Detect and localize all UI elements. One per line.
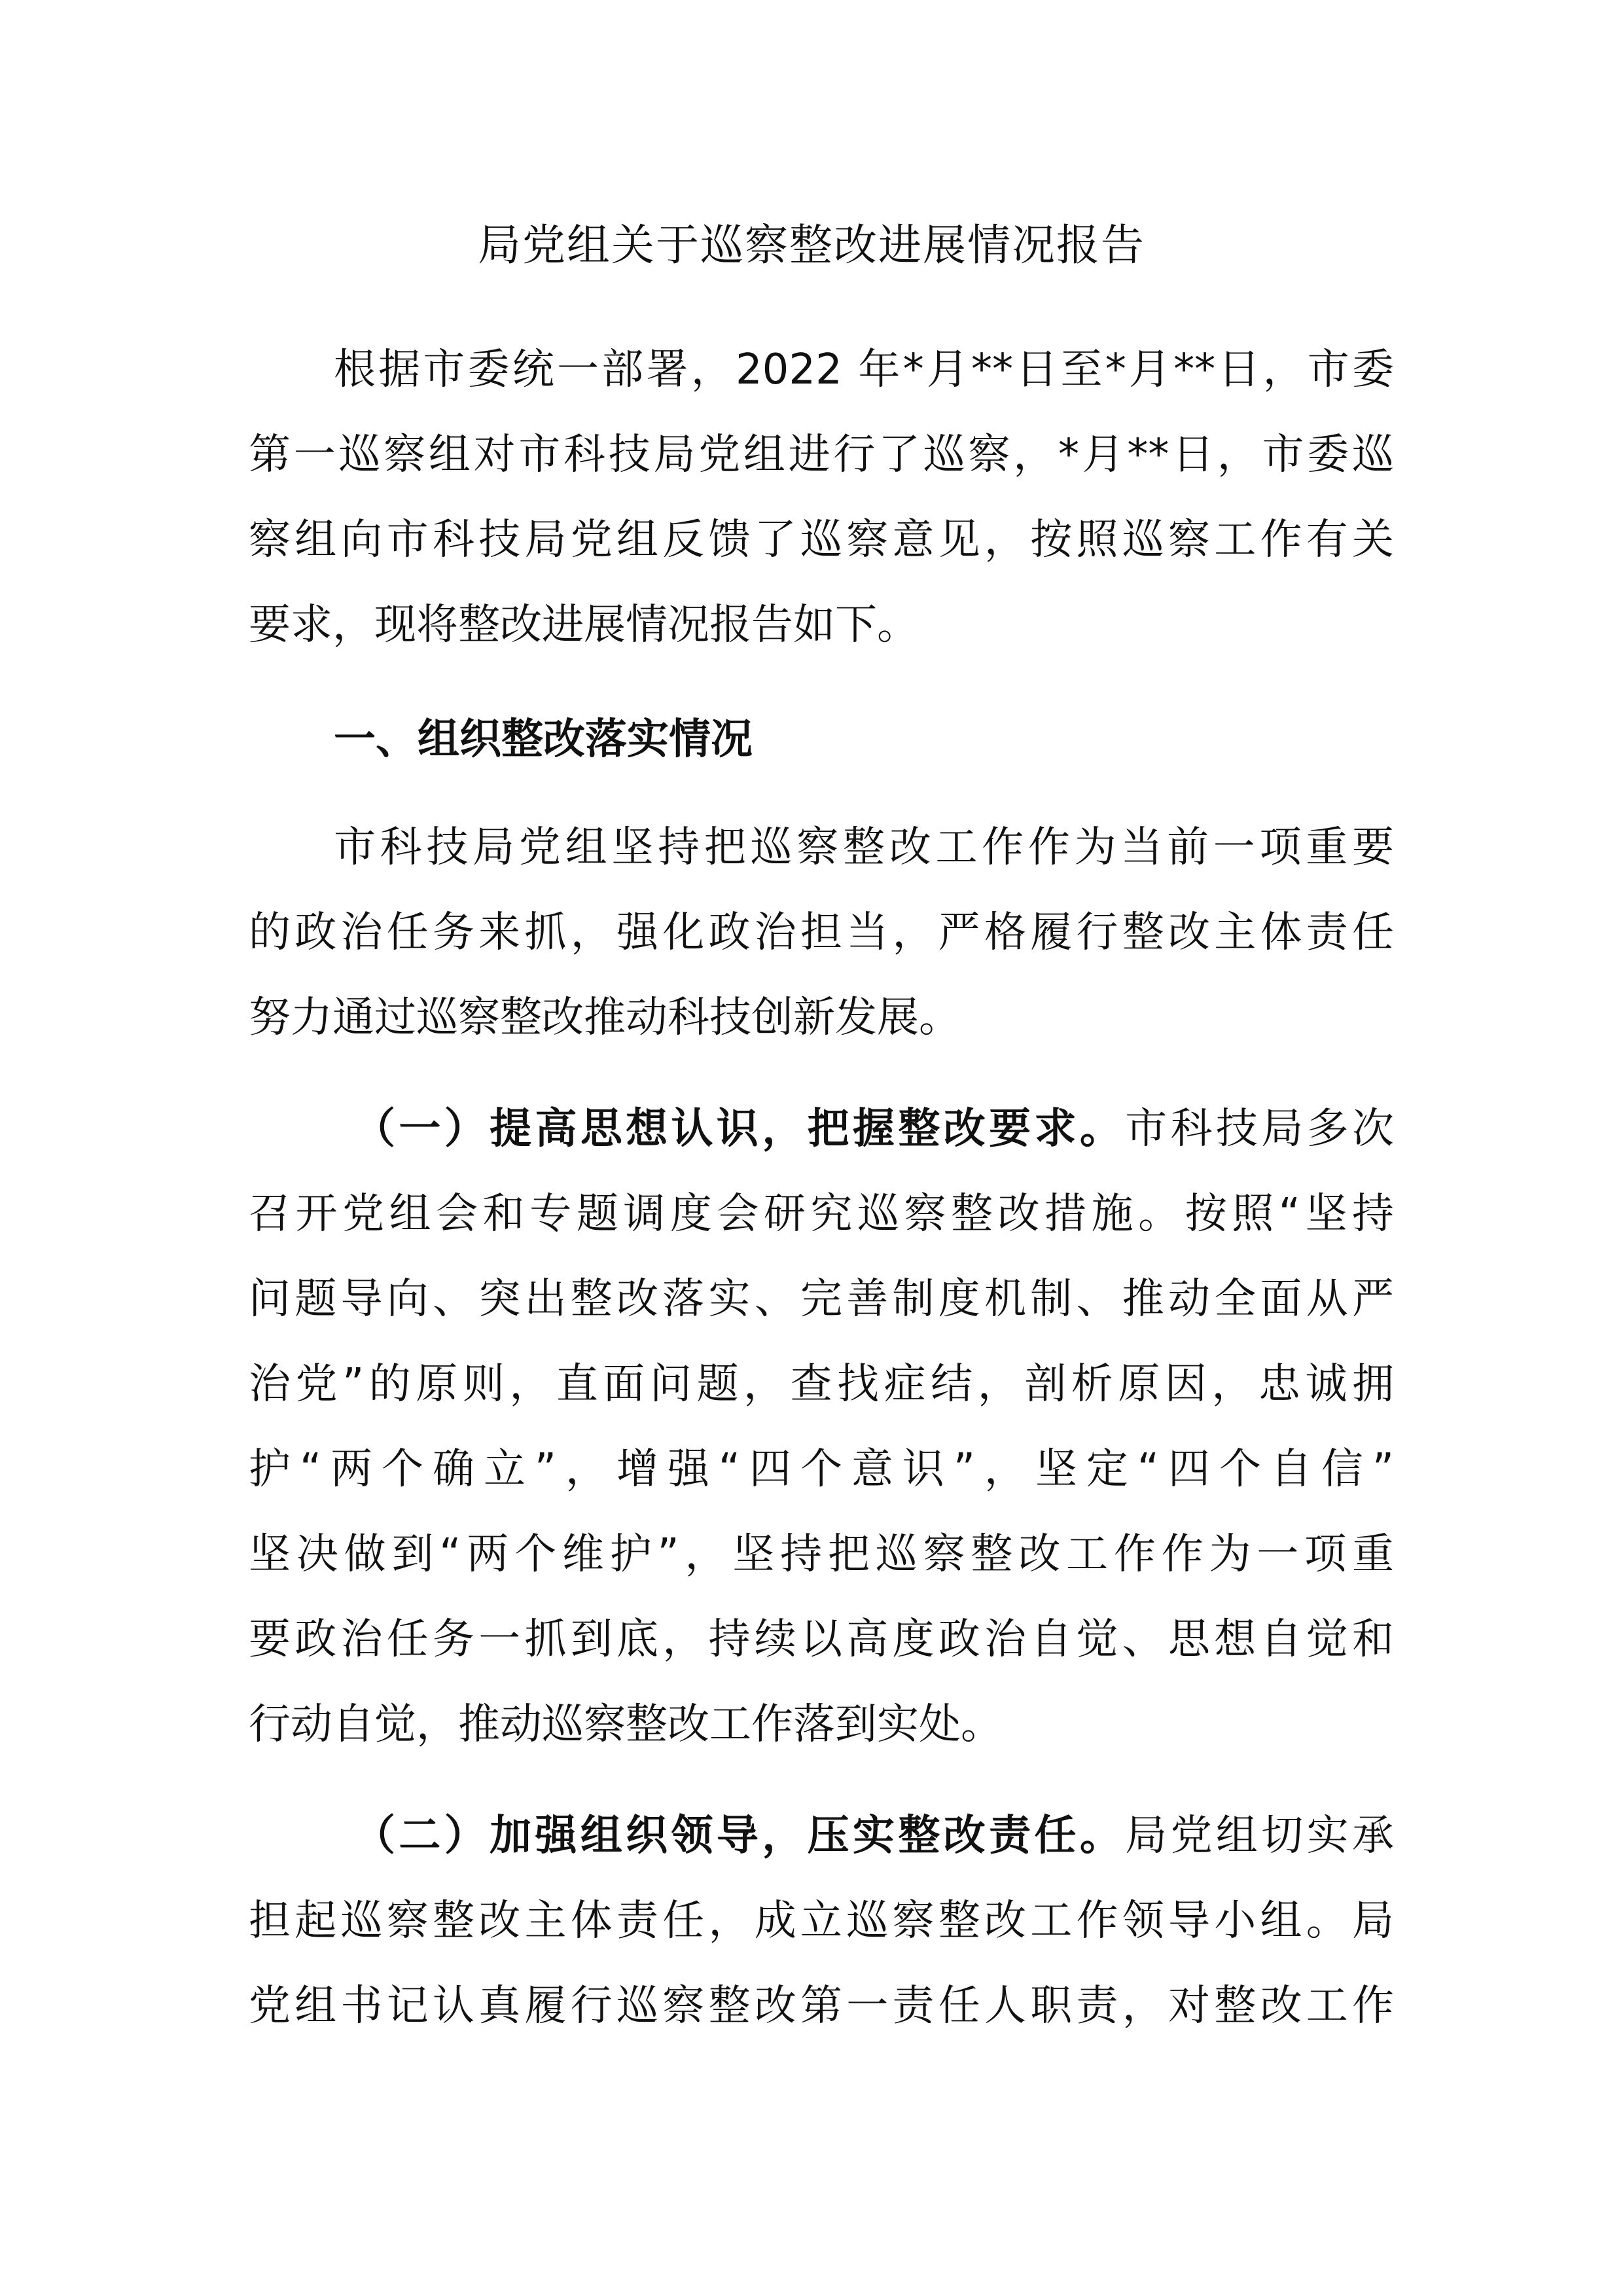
document-title: 局党组关于巡察整改进展情况报告 bbox=[478, 220, 1145, 270]
subsection-1-first-line-text: 市科技局多次 bbox=[1125, 1105, 1395, 1153]
subsection-1-line-3: 问题导向、突出整改落实、完善制度机制、推动全面从严 bbox=[249, 1275, 1394, 1323]
section-1-line-1: 市科技局党组坚持把巡察整改工作作为当前一项重要 bbox=[334, 823, 1394, 872]
intro-line-3: 察组向市科技局党组反馈了巡察意见，按照巡察工作有关 bbox=[249, 516, 1394, 564]
subsection-2-first-line-text: 局党组切实承 bbox=[1125, 1812, 1395, 1860]
subsection-1-line-5: 护“两个确立”，增强“四个意识”，坚定“四个自信” bbox=[249, 1445, 1394, 1494]
intro-line-2: 第一巡察组对市科技局党组进行了巡察，*月**日，市委巡 bbox=[249, 431, 1394, 479]
intro-line-4: 要求，现将整改进展情况报告如下。 bbox=[249, 601, 919, 649]
subsection-1-first-line bbox=[353, 1086, 1394, 1172]
subsection-2-line-2: 担起巡察整改主体责任，成立巡察整改工作领导小组。局 bbox=[249, 1897, 1394, 1945]
subsection-1-line-6: 坚决做到“两个维护”，坚持把巡察整改工作作为一项重 bbox=[249, 1530, 1394, 1579]
subsection-2-first-line bbox=[353, 1793, 1394, 1878]
subsection-1-heading: （一）提高思想认识，把握整改要求。 bbox=[353, 1105, 1126, 1153]
subsection-1-line-8: 行动自觉，推动巡察整改工作落到实处。 bbox=[249, 1700, 1003, 1749]
intro-line-1: 根据市委统一部署，2022 年*月**日至*月**日，市委 bbox=[334, 346, 1394, 394]
subsection-1-line-4: 治党”的原则，直面问题，查找症结，剖析原因，忠诚拥 bbox=[249, 1360, 1394, 1408]
section-1-line-3: 努力通过巡察整改推动科技创新发展。 bbox=[249, 994, 961, 1042]
subsection-2-heading: （二）加强组织领导，压实整改责任。 bbox=[353, 1812, 1126, 1860]
subsection-1-line-7: 要政治任务一抓到底，持续以高度政治自觉、思想自觉和 bbox=[249, 1615, 1394, 1664]
subsection-1-line-2: 召开党组会和专题调度会研究巡察整改措施。按照“坚持 bbox=[249, 1190, 1394, 1238]
subsection-2-line-3: 党组书记认真履行巡察整改第一责任人职责，对整改工作 bbox=[249, 1982, 1394, 2030]
section-1-heading: 一、组织整改落实情况 bbox=[334, 715, 753, 764]
section-1-line-2: 的政治任务来抓，强化政治担当，严格履行整改主体责任 bbox=[249, 908, 1394, 957]
